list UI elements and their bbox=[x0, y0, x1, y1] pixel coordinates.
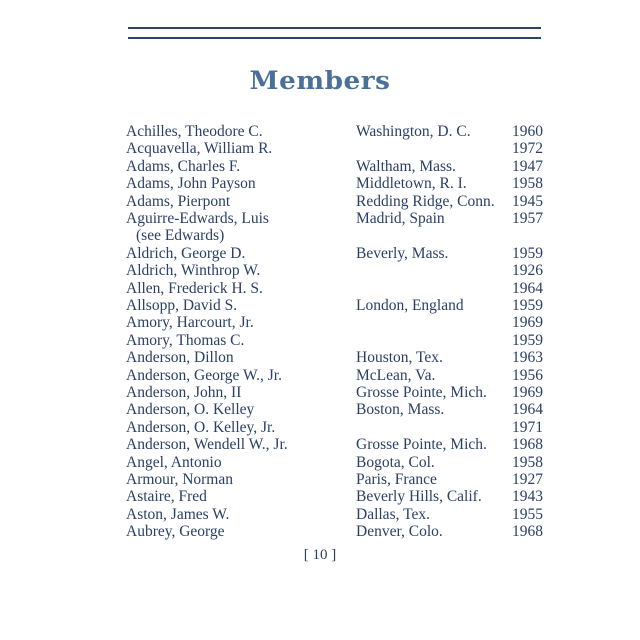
member-year: 1968 bbox=[512, 436, 543, 454]
member-row bbox=[0, 280, 640, 298]
member-year: 1958 bbox=[512, 175, 543, 193]
second-rule bbox=[128, 37, 541, 39]
member-row bbox=[0, 175, 640, 193]
member-name: Aldrich, George D. bbox=[126, 244, 246, 262]
member-name: Aston, James W. bbox=[126, 505, 230, 523]
member-name: Adams, Charles F. bbox=[126, 157, 241, 175]
member-row bbox=[0, 297, 640, 315]
member-city: Houston, Tex. bbox=[356, 349, 443, 367]
member-row bbox=[0, 436, 640, 454]
member-city: Denver, Colo. bbox=[356, 523, 443, 541]
member-city: Grosse Pointe, Mich. bbox=[356, 384, 487, 401]
member-name: Anderson, Dillon bbox=[126, 349, 234, 367]
member-year: 1957 bbox=[512, 210, 543, 227]
member-year: 1956 bbox=[512, 366, 543, 384]
member-row bbox=[0, 227, 640, 245]
member-row bbox=[0, 193, 640, 211]
member-row bbox=[0, 419, 640, 437]
member-row bbox=[0, 454, 640, 472]
member-name: Anderson, O. Kelley bbox=[126, 401, 255, 419]
member-year: 1927 bbox=[512, 471, 543, 488]
member-city: Paris, France bbox=[356, 471, 437, 488]
member-row bbox=[0, 314, 640, 332]
member-name: Armour, Norman bbox=[126, 471, 233, 488]
member-year: 1969 bbox=[512, 384, 543, 401]
member-name: Allen, Frederick H. S. bbox=[126, 279, 263, 297]
member-name: Anderson, George W., Jr. bbox=[126, 366, 282, 384]
member-row bbox=[0, 471, 640, 489]
page-title: Members bbox=[249, 66, 391, 95]
member-row bbox=[0, 384, 640, 402]
member-name: Aldrich, Winthrop W. bbox=[126, 262, 261, 280]
member-name: Aubrey, George bbox=[126, 523, 225, 541]
member-row bbox=[0, 262, 640, 280]
member-year: 1969 bbox=[512, 314, 543, 332]
member-city: Grosse Pointe, Mich. bbox=[356, 436, 487, 454]
member-row bbox=[0, 210, 640, 228]
member-name: Angel, Antonio bbox=[126, 453, 222, 471]
member-year: 1955 bbox=[512, 505, 543, 523]
member-year: 1947 bbox=[512, 157, 543, 175]
page-number: [ 10 ] bbox=[303, 547, 337, 563]
member-name: Anderson, O. Kelley, Jr. bbox=[126, 418, 276, 436]
member-name: Anderson, Wendell W., Jr. bbox=[126, 436, 288, 454]
member-row bbox=[0, 367, 640, 385]
member-year: 1964 bbox=[512, 279, 543, 297]
member-city: Beverly, Mass. bbox=[356, 244, 449, 262]
member-name: Acquavella, William R. bbox=[126, 140, 273, 158]
member-city: Boston, Mass. bbox=[356, 401, 445, 419]
member-city: Beverly Hills, Calif. bbox=[356, 488, 482, 506]
member-row bbox=[0, 523, 640, 541]
member-city: Dallas, Tex. bbox=[356, 505, 430, 523]
member-city: Middletown, R. I. bbox=[356, 175, 467, 193]
member-city: Waltham, Mass. bbox=[356, 157, 456, 175]
member-row bbox=[0, 332, 640, 350]
member-row bbox=[0, 123, 640, 141]
member-name: Achilles, Theodore C. bbox=[126, 123, 263, 140]
member-year: 1959 bbox=[512, 331, 543, 349]
member-name: Anderson, John, II bbox=[126, 384, 242, 401]
member-year: 1926 bbox=[512, 262, 543, 280]
top-rule bbox=[128, 27, 541, 29]
member-name: (see Edwards) bbox=[136, 227, 225, 245]
member-name: Adams, John Payson bbox=[126, 175, 256, 193]
member-year: 1972 bbox=[512, 140, 543, 158]
member-year: 1945 bbox=[512, 192, 543, 210]
member-city: Madrid, Spain bbox=[356, 210, 445, 227]
member-city: Redding Ridge, Conn. bbox=[356, 192, 495, 210]
member-city: Washington, D. C. bbox=[356, 123, 471, 140]
member-row bbox=[0, 140, 640, 158]
member-year: 1968 bbox=[512, 523, 543, 541]
member-row bbox=[0, 488, 640, 506]
member-year: 1959 bbox=[512, 297, 543, 314]
member-year: 1964 bbox=[512, 401, 543, 419]
member-name: Amory, Thomas C. bbox=[126, 331, 245, 349]
member-row bbox=[0, 158, 640, 176]
member-name: Astaire, Fred bbox=[126, 488, 207, 506]
member-row bbox=[0, 349, 640, 367]
member-year: 1943 bbox=[512, 488, 543, 506]
member-city: Bogota, Col. bbox=[356, 453, 435, 471]
member-year: 1971 bbox=[512, 418, 543, 436]
member-year: 1959 bbox=[512, 244, 543, 262]
member-year: 1958 bbox=[512, 453, 543, 471]
member-row bbox=[0, 506, 640, 524]
member-city: London, England bbox=[356, 297, 464, 314]
member-row bbox=[0, 401, 640, 419]
member-city: McLean, Va. bbox=[356, 366, 436, 384]
member-name: Adams, Pierpont bbox=[126, 192, 231, 210]
member-year: 1963 bbox=[512, 349, 543, 367]
member-name: Aguirre-Edwards, Luis bbox=[126, 210, 269, 227]
member-row bbox=[0, 245, 640, 263]
member-name: Allsopp, David S. bbox=[126, 297, 238, 314]
member-year: 1960 bbox=[512, 123, 543, 140]
member-name: Amory, Harcourt, Jr. bbox=[126, 314, 254, 332]
